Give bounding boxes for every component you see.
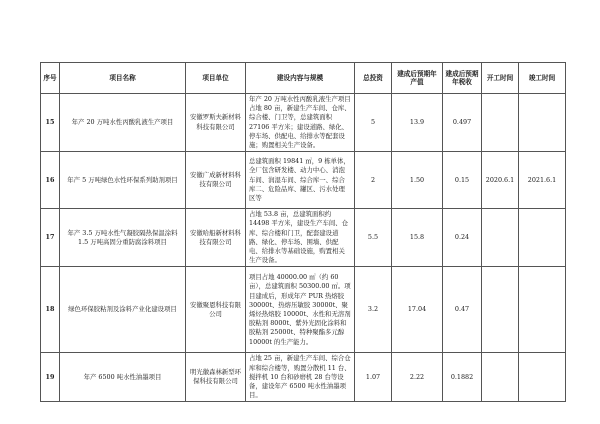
cell-name: 绿色环保胶粘剂及涂料产业化建设项目 — [60, 267, 186, 353]
cell-investment: 5.5 — [355, 209, 392, 267]
cell-end — [519, 353, 566, 402]
cell-investment: 3.2 — [355, 267, 392, 353]
header-start: 开工时间 — [482, 63, 519, 94]
cell-start — [482, 353, 519, 402]
cell-seq: 15 — [41, 94, 60, 152]
cell-content: 年产 20 万吨水性丙酸乳液生产项目占地 80 亩，新建生产车间、仓库、综合楼、门卫等，总建筑面积 27106 平方米；建设道路、绿化、停车场、供配电、给排水等配套设施；购置相关生产设备。 — [246, 94, 355, 152]
cell-unit: 安徽罗斯夫新材料科技有限公司 — [186, 94, 246, 152]
header-investment: 总投资 — [355, 63, 392, 94]
cell-seq: 18 — [41, 267, 60, 353]
cell-content: 占地 53.8 亩，总建筑面积约 14498 平方米，建设生产车间、仓库、综合楼和门卫，配套建设道路、绿化、停车场、围墙、供配电、给排水等基础设施，购置相关生产设备。 — [246, 209, 355, 267]
cell-start — [482, 94, 519, 152]
cell-name: 年产 5 万吨绿色水性环保系列助剂项目 — [60, 152, 186, 209]
cell-seq: 19 — [41, 353, 60, 402]
cell-start — [482, 267, 519, 353]
header-unit: 项目单位 — [186, 63, 246, 94]
header-row — [41, 63, 566, 94]
cell-start — [482, 209, 519, 267]
cell-investment: 2 — [355, 152, 392, 209]
cell-investment: 1.07 — [355, 353, 392, 402]
cell-end — [519, 209, 566, 267]
cell-tax: 0.497 — [443, 94, 482, 152]
cell-tax: 0.24 — [443, 209, 482, 267]
cell-unit: 安徽聚恩科技有限公司 — [186, 267, 246, 353]
cell-end — [519, 267, 566, 353]
cell-content: 项目占地 40000.00 ㎡（约 60 亩），总建筑面积 50300.00 ㎡。项目建成后，形成年产 PUR 热熔胶 30000t、热熔压敏胶 30000t、聚烯烃热熔胶 10000t、水性和无溶剂胶粘剂 8000t、紫外光固化涂料和胶粘剂 25000t、特种聚酯多元醇 10000t 的生产能力。 — [246, 267, 355, 353]
header-output-value: 建成后预期年产值 — [392, 63, 443, 94]
cell-tax: 0.47 — [443, 267, 482, 353]
cell-investment: 5 — [355, 94, 392, 152]
cell-end: 2021.6.1 — [519, 152, 566, 209]
header-end: 竣工时间 — [519, 63, 566, 94]
cell-unit: 安徽广成新材料科技有限公司 — [186, 152, 246, 209]
cell-output-value: 2.22 — [392, 353, 443, 402]
table-row — [41, 209, 566, 267]
cell-tax: 0.15 — [443, 152, 482, 209]
cell-name: 年产 6500 吨水性油墨项目 — [60, 353, 186, 402]
cell-name: 年产 20 万吨水性丙酸乳液生产项目 — [60, 94, 186, 152]
header-tax: 建成后预期年税收 — [443, 63, 482, 94]
cell-start: 2020.6.1 — [482, 152, 519, 209]
table-row — [41, 267, 566, 353]
table-row — [41, 353, 566, 402]
cell-tax: 0.1882 — [443, 353, 482, 402]
cell-output-value: 15.8 — [392, 209, 443, 267]
cell-unit: 明光徽森林新型环保科技有限公司 — [186, 353, 246, 402]
cell-seq: 16 — [41, 152, 60, 209]
header-content: 建设内容与规模 — [246, 63, 355, 94]
cell-content: 占地 25 亩，新建生产车间、综合仓库和综合楼等，购置分散机 11 台、搅拌机 10 台和砂磨机 28 台等设备，建设年产 6500 吨水性油墨项目。 — [246, 353, 355, 402]
cell-unit: 安徽哈船新材料科技有限公司 — [186, 209, 246, 267]
table-row — [41, 94, 566, 152]
cell-name: 年产 3.5 万吨水性气凝胶隔热保温涂料 1.5 万吨高固分重防腐涂料项目 — [60, 209, 186, 267]
header-name: 项目名称 — [60, 63, 186, 94]
table-row — [41, 152, 566, 209]
cell-output-value: 17.04 — [392, 267, 443, 353]
cell-seq: 17 — [41, 209, 60, 267]
project-table — [40, 62, 566, 402]
cell-output-value: 1.50 — [392, 152, 443, 209]
cell-output-value: 13.9 — [392, 94, 443, 152]
cell-content: 总建筑面积 19841 ㎡，9 栋单体，全厂包含研发楼、动力中心、消泡车间、润湿车间、综合库一、综合库二、危险品库、罐区、污水处理区等 — [246, 152, 355, 209]
header-seq: 序号 — [41, 63, 60, 94]
cell-end — [519, 94, 566, 152]
